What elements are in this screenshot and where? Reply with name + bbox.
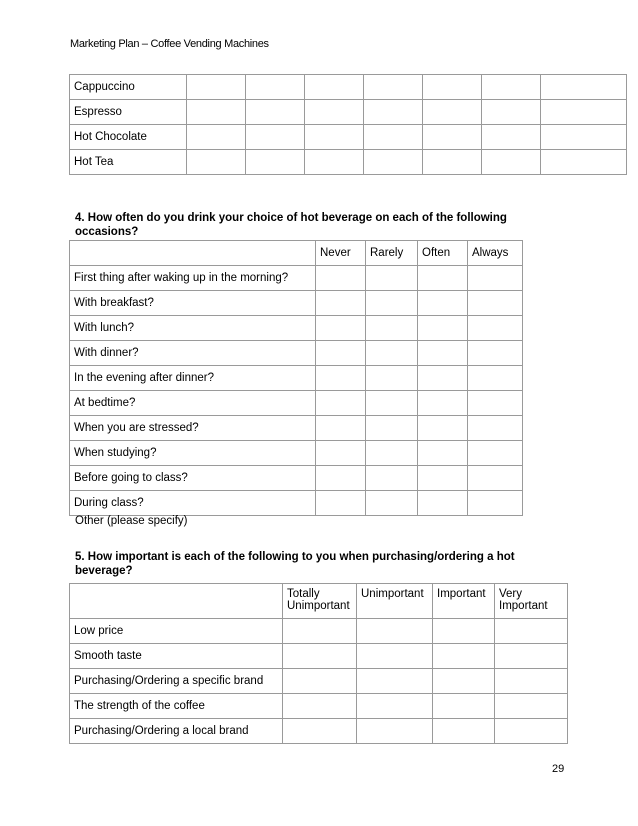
answer-cell[interactable] xyxy=(316,366,366,391)
answer-cell[interactable] xyxy=(468,341,523,366)
answer-cell[interactable] xyxy=(418,291,468,316)
answer-cell[interactable] xyxy=(468,366,523,391)
table-row xyxy=(70,491,523,516)
frequency-table xyxy=(69,240,523,516)
answer-cell[interactable] xyxy=(283,619,357,644)
answer-cell[interactable] xyxy=(357,694,433,719)
answer-cell[interactable] xyxy=(246,100,305,125)
column-header: Never xyxy=(316,241,366,266)
answer-cell[interactable] xyxy=(418,391,468,416)
answer-cell[interactable] xyxy=(433,619,495,644)
answer-cell[interactable] xyxy=(316,341,366,366)
answer-cell[interactable] xyxy=(366,316,418,341)
importance-table xyxy=(69,583,568,744)
answer-cell[interactable] xyxy=(541,100,627,125)
answer-cell[interactable] xyxy=(423,125,482,150)
answer-cell[interactable] xyxy=(418,366,468,391)
answer-cell[interactable] xyxy=(366,491,418,516)
answer-cell[interactable] xyxy=(316,291,366,316)
corner-cell xyxy=(70,241,316,266)
answer-cell[interactable] xyxy=(316,391,366,416)
answer-cell[interactable] xyxy=(283,644,357,669)
table-row xyxy=(70,391,523,416)
column-header: Rarely xyxy=(366,241,418,266)
answer-cell[interactable] xyxy=(433,694,495,719)
row-label: With lunch? xyxy=(70,316,316,341)
answer-cell[interactable] xyxy=(357,619,433,644)
page-number: 29 xyxy=(552,763,565,775)
answer-cell[interactable] xyxy=(423,150,482,175)
table-row xyxy=(70,416,523,441)
row-label: Hot Chocolate xyxy=(70,125,187,150)
answer-cell[interactable] xyxy=(468,291,523,316)
answer-cell[interactable] xyxy=(418,316,468,341)
answer-cell[interactable] xyxy=(418,341,468,366)
answer-cell[interactable] xyxy=(364,75,423,100)
row-label: When studying? xyxy=(70,441,316,466)
question-5-text: 5. How important is each of the following to you when purchasing/ordering a hot beverage? xyxy=(75,551,515,577)
answer-cell[interactable] xyxy=(357,644,433,669)
table-row xyxy=(70,150,627,175)
answer-cell[interactable] xyxy=(246,150,305,175)
answer-cell[interactable] xyxy=(468,391,523,416)
table-header-row xyxy=(70,584,568,619)
answer-cell[interactable] xyxy=(316,441,366,466)
row-label: When you are stressed? xyxy=(70,416,316,441)
column-header: Totally Unimportant xyxy=(283,584,357,619)
row-label: At bedtime? xyxy=(70,391,316,416)
answer-cell[interactable] xyxy=(364,150,423,175)
answer-cell[interactable] xyxy=(366,266,418,291)
answer-cell[interactable] xyxy=(305,75,364,100)
table-row xyxy=(70,619,568,644)
row-label: Low price xyxy=(70,619,283,644)
row-label: During class? xyxy=(70,491,316,516)
answer-cell[interactable] xyxy=(418,441,468,466)
answer-cell[interactable] xyxy=(316,491,366,516)
answer-cell[interactable] xyxy=(364,125,423,150)
answer-cell[interactable] xyxy=(357,669,433,694)
row-label: Purchasing/Ordering a specific brand xyxy=(70,669,283,694)
answer-cell[interactable] xyxy=(366,391,418,416)
answer-cell[interactable] xyxy=(187,125,246,150)
answer-cell[interactable] xyxy=(482,125,541,150)
answer-cell[interactable] xyxy=(495,619,568,644)
row-label: Before going to class? xyxy=(70,466,316,491)
answer-cell[interactable] xyxy=(283,669,357,694)
row-label: In the evening after dinner? xyxy=(70,366,316,391)
row-label: The strength of the coffee xyxy=(70,694,283,719)
answer-cell[interactable] xyxy=(433,669,495,694)
column-header: Unimportant xyxy=(357,584,433,619)
answer-cell[interactable] xyxy=(495,644,568,669)
answer-cell[interactable] xyxy=(357,719,433,744)
answer-cell[interactable] xyxy=(482,150,541,175)
answer-cell[interactable] xyxy=(468,266,523,291)
table-row xyxy=(70,366,523,391)
table-row xyxy=(70,669,568,694)
answer-cell[interactable] xyxy=(495,719,568,744)
answer-cell[interactable] xyxy=(246,75,305,100)
answer-cell[interactable] xyxy=(433,719,495,744)
row-label: Smooth taste xyxy=(70,644,283,669)
beverage-table xyxy=(69,74,627,175)
answer-cell[interactable] xyxy=(482,75,541,100)
answer-cell[interactable] xyxy=(366,416,418,441)
answer-cell[interactable] xyxy=(468,316,523,341)
answer-cell[interactable] xyxy=(468,491,523,516)
answer-cell[interactable] xyxy=(305,100,364,125)
answer-cell[interactable] xyxy=(305,125,364,150)
row-label: Purchasing/Ordering a local brand xyxy=(70,719,283,744)
answer-cell[interactable] xyxy=(316,416,366,441)
row-label: With dinner? xyxy=(70,341,316,366)
answer-cell[interactable] xyxy=(283,719,357,744)
answer-cell[interactable] xyxy=(541,125,627,150)
corner-cell xyxy=(70,584,283,619)
row-label: First thing after waking up in the morning? xyxy=(70,266,316,291)
answer-cell[interactable] xyxy=(541,150,627,175)
answer-cell[interactable] xyxy=(468,416,523,441)
table-row xyxy=(70,694,568,719)
answer-cell[interactable] xyxy=(305,150,364,175)
answer-cell[interactable] xyxy=(366,466,418,491)
answer-cell[interactable] xyxy=(423,75,482,100)
answer-cell[interactable] xyxy=(418,416,468,441)
row-label: Hot Tea xyxy=(70,150,187,175)
answer-cell[interactable] xyxy=(418,266,468,291)
page-header: Marketing Plan – Coffee Vending Machines xyxy=(70,38,269,50)
column-header: Often xyxy=(418,241,468,266)
answer-cell[interactable] xyxy=(468,466,523,491)
answer-cell[interactable] xyxy=(187,75,246,100)
answer-cell[interactable] xyxy=(246,125,305,150)
answer-cell[interactable] xyxy=(423,100,482,125)
answer-cell[interactable] xyxy=(468,441,523,466)
question-4-text: 4. How often do you drink your choice of hot beverage on each of the following occasions? xyxy=(75,212,507,238)
answer-cell[interactable] xyxy=(316,266,366,291)
answer-cell[interactable] xyxy=(366,441,418,466)
table-row xyxy=(70,75,627,100)
table-row xyxy=(70,341,523,366)
table-row xyxy=(70,644,568,669)
row-label: Cappuccino xyxy=(70,75,187,100)
row-label: With breakfast? xyxy=(70,291,316,316)
column-header: Always xyxy=(468,241,523,266)
answer-cell[interactable] xyxy=(366,291,418,316)
table-row xyxy=(70,125,627,150)
answer-cell[interactable] xyxy=(482,100,541,125)
table-row xyxy=(70,100,627,125)
answer-cell[interactable] xyxy=(366,366,418,391)
answer-cell[interactable] xyxy=(418,466,468,491)
table-row xyxy=(70,719,568,744)
answer-cell[interactable] xyxy=(283,694,357,719)
answer-cell[interactable] xyxy=(316,316,366,341)
table-row xyxy=(70,291,523,316)
table-row xyxy=(70,466,523,491)
answer-cell[interactable] xyxy=(495,669,568,694)
answer-cell[interactable] xyxy=(316,466,366,491)
column-header: Important xyxy=(433,584,495,619)
answer-cell[interactable] xyxy=(541,75,627,100)
answer-cell[interactable] xyxy=(187,150,246,175)
table-header-row xyxy=(70,241,523,266)
answer-cell[interactable] xyxy=(364,100,423,125)
column-header: Very Important xyxy=(495,584,568,619)
table-row xyxy=(70,316,523,341)
answer-cell[interactable] xyxy=(433,644,495,669)
table-row xyxy=(70,266,523,291)
answer-cell[interactable] xyxy=(495,694,568,719)
row-label: Espresso xyxy=(70,100,187,125)
answer-cell[interactable] xyxy=(187,100,246,125)
other-specify-label: Other (please specify) xyxy=(75,515,188,527)
table-row xyxy=(70,441,523,466)
answer-cell[interactable] xyxy=(418,491,468,516)
answer-cell[interactable] xyxy=(366,341,418,366)
